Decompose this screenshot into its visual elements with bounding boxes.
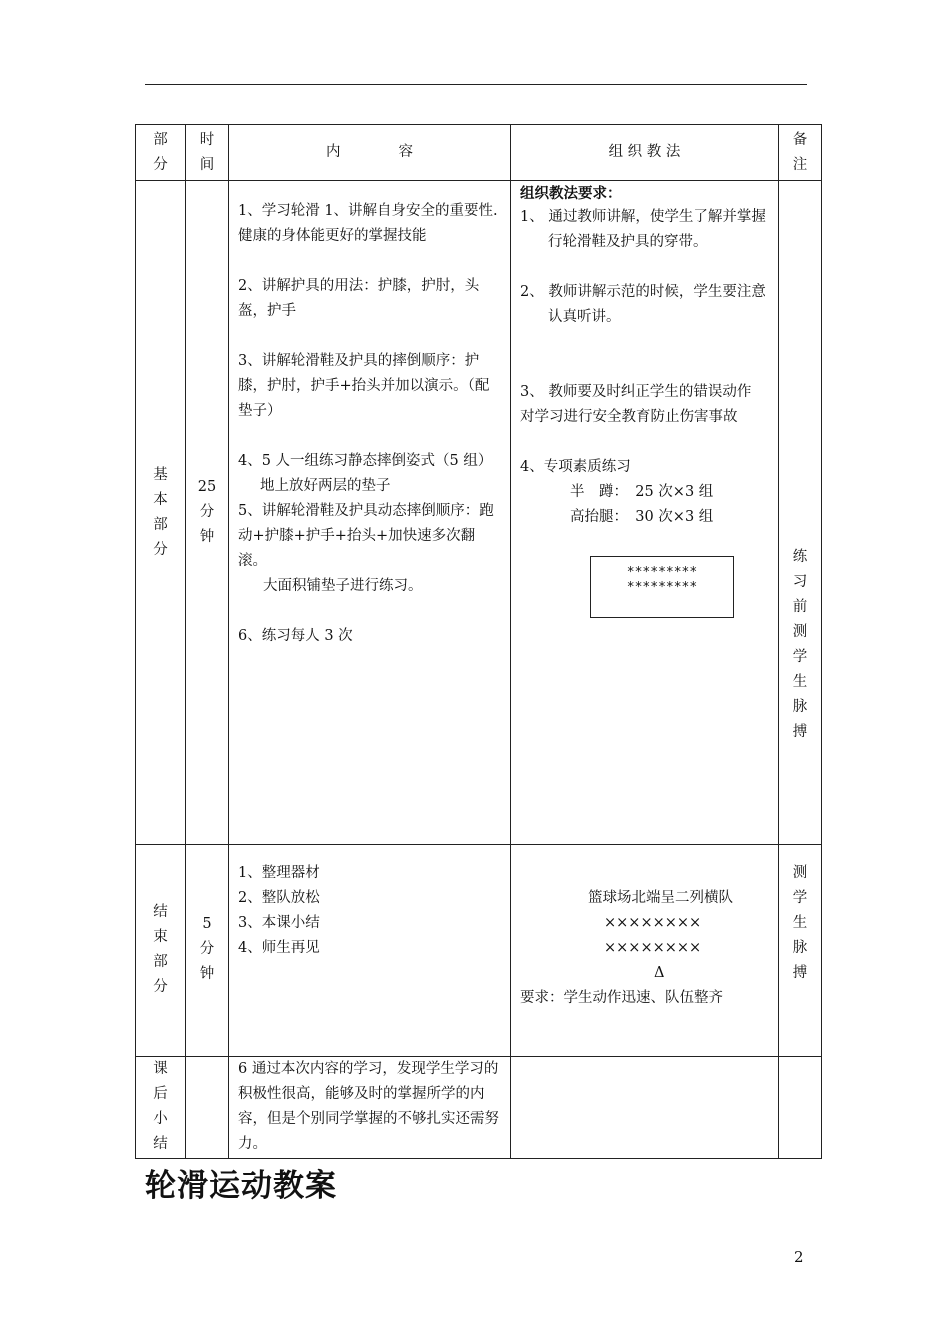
end-section-row — [136, 845, 822, 1057]
header-part: 部 分 — [136, 125, 186, 181]
method-high-knees: 高抬腿： 30 次×3 组 — [570, 509, 714, 525]
method-item: 4、专项素质练习 — [520, 459, 631, 475]
summary-note — [779, 1057, 822, 1159]
header-method: 组 织 教 法 — [511, 125, 779, 181]
summary-row — [136, 1057, 822, 1159]
method-safety: 对学习进行安全教育防止伤害事故 — [520, 409, 738, 425]
summary-part: 课 后 小 结 — [136, 1057, 186, 1159]
summary-text: 6 通过本次内容的学习，发现学生学习的积极性很高，能够及时的掌握所学的内容，但是个别同学掌握的不够扎实还需努力。 — [238, 1061, 499, 1152]
end-requirement: 要求：学生动作迅速、队伍整齐 — [520, 990, 723, 1006]
end-formation-title: 篮球场北端呈二列横队 — [588, 890, 733, 906]
end-content-item: 4、师生再见 — [238, 940, 320, 956]
end-note: 测 学 生 脉 搏 — [779, 845, 822, 1057]
page-number: 2 — [794, 1248, 804, 1266]
end-content-item: 2、整队放松 — [238, 890, 320, 906]
header-time: 时 间 — [186, 125, 229, 181]
method-heading: 组织教法要求： — [520, 185, 622, 202]
end-formation-row: ×××××××× — [604, 915, 702, 931]
lesson-plan-table — [135, 124, 822, 1159]
formation-row: ********* — [626, 580, 698, 595]
header-note: 备 注 — [779, 125, 822, 181]
basic-content-item: 6、练习每人 3 次 — [238, 628, 353, 644]
formation-box — [590, 556, 734, 618]
basic-content-item: 1、学习轮滑 1、讲解自身安全的重要性.健康的身体能更好的掌握技能 — [238, 203, 498, 244]
basic-content-item: 4、5 人一组练习静态摔倒姿式（5 组） — [238, 453, 493, 469]
method-squat: 半 蹲： 25 次×3 组 — [570, 484, 714, 500]
method-item: 3、 教师要及时纠正学生的错误动作 — [520, 384, 752, 400]
summary-method — [511, 1057, 779, 1159]
method-item: 2、 教师讲解示范的时候，学生要注意认真听讲。 — [520, 284, 766, 325]
method-item: 1、 通过教师讲解，使学生了解并掌握行轮滑鞋及护具的穿带。 — [520, 209, 766, 250]
formation-row: ********* — [626, 565, 698, 580]
header-content: 内 容 — [229, 125, 511, 181]
end-formation-row: ×××××××× — [604, 940, 702, 956]
basic-content — [229, 181, 511, 845]
basic-part: 基 本 部 分 — [136, 181, 186, 845]
end-method — [511, 845, 779, 1057]
end-content-item: 3、本课小结 — [238, 915, 320, 931]
basic-content-item: 大面积铺垫子进行练习。 — [263, 578, 423, 594]
basic-time: 25 分 钟 — [186, 181, 229, 845]
basic-content-item: 3、讲解轮滑鞋及护具的摔倒顺序：护膝，护肘，护手+抬头并加以演示。（配垫子） — [238, 353, 490, 419]
end-time: 5 分 钟 — [186, 845, 229, 1057]
end-content — [229, 845, 511, 1057]
basic-content-item: 5、讲解轮滑鞋及护具动态摔倒顺序：跑动+护膝+护手+抬头+加快速多次翻滚。 — [238, 503, 494, 569]
basic-content-item: 2、讲解护具的用法：护膝，护肘，头盔，护手 — [238, 278, 480, 319]
table-header-row — [136, 125, 822, 181]
teacher-marker: Δ — [654, 965, 665, 981]
end-part: 结 束 部 分 — [136, 845, 186, 1057]
page-title: 轮滑运动教案 — [145, 1168, 337, 1204]
summary-time — [186, 1057, 229, 1159]
basic-section-row — [136, 181, 822, 845]
end-content-item: 1、整理器材 — [238, 865, 320, 881]
basic-content-item: 地上放好两层的垫子 — [260, 478, 391, 494]
basic-method — [511, 181, 779, 845]
header-rule — [145, 84, 807, 85]
basic-note: 练 习 前 测 学 生 脉 搏 — [779, 181, 822, 845]
summary-content — [229, 1057, 511, 1159]
